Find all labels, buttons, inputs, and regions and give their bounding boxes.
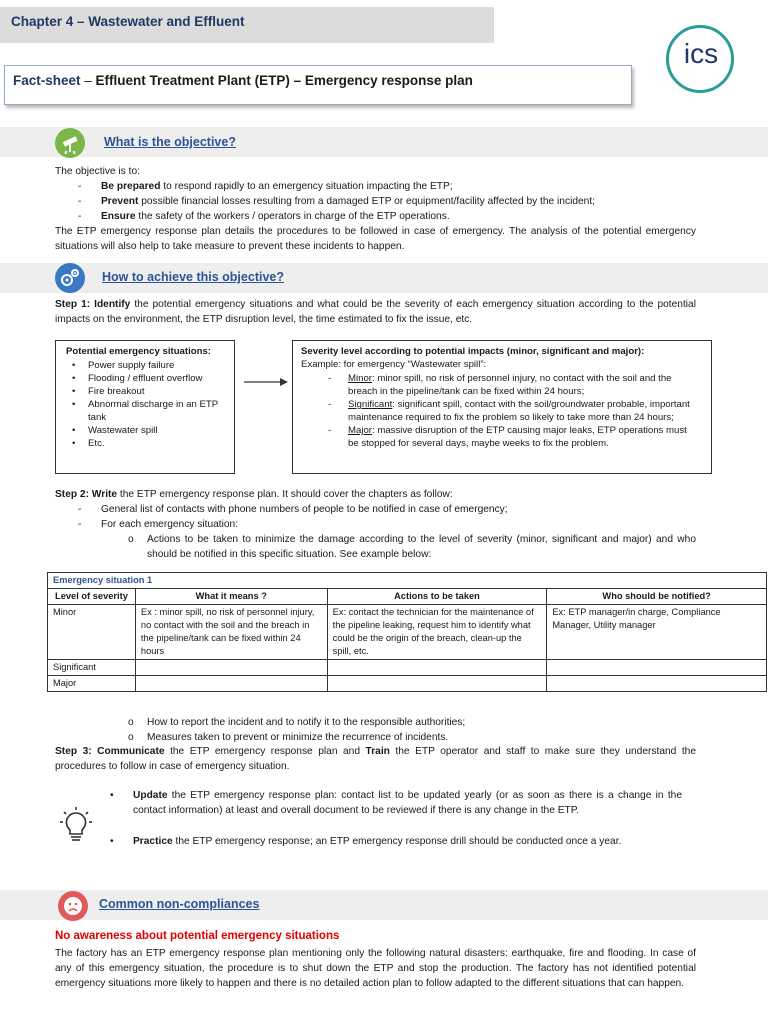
list-item: - Minor: minor spill, no risk of personnel injury, no contact with the soil and the breach in the pipeline/tank can be fixed within 24 hours; — [328, 373, 672, 397]
objective-bullet-3-text: Ensure the safety of the workers / operators in charge of the ETP operations. — [101, 211, 450, 222]
step2-dash-2: - — [78, 519, 82, 530]
header-cell: Level of severity — [48, 589, 136, 605]
objective-bullet-1: - — [78, 181, 82, 192]
header-cell: What it means ? — [135, 589, 327, 605]
table-cell — [135, 660, 327, 676]
table-row — [48, 660, 767, 676]
arrow-right-icon — [244, 375, 290, 389]
severity-example: Example: for emergency “Wastewater spill”: — [301, 359, 487, 370]
table-cell: Significant — [48, 660, 136, 676]
after-table-text-2: Measures taken to prevent or minimize the recurrence of incidents. — [147, 732, 449, 743]
fact-sheet-title — [13, 73, 473, 88]
severity-box — [292, 340, 712, 474]
objective-bullet-3: - — [78, 211, 82, 222]
step1: Step 1: Identify the potential emergency situations and what could be the severity of each emergency situation according to the potential impacts on the environment, the ETP disruption level, the time estimated to fix the issue, etc. — [55, 299, 696, 325]
situations-title: Potential emergency situations: — [66, 346, 212, 357]
fact-sheet-rest: Effluent Treatment Plant (ETP) – Emergency response plan — [95, 73, 473, 88]
objective-bullet-2: - — [78, 196, 82, 207]
table-cell — [547, 660, 767, 676]
objective-title: What is the objective? — [104, 135, 236, 149]
gears-icon — [55, 263, 85, 293]
table-row — [48, 605, 767, 660]
header-cell: Actions to be taken — [327, 589, 547, 605]
objective-bullet-2-text: Prevent possible financial losses resulting from a damaged ETP or equipment/facility affected by the incident; — [101, 196, 595, 207]
list-item: • Fire breakout — [72, 386, 145, 397]
tip-text-2: Practice the ETP emergency response; an ETP emergency response drill should be conducted once a year. — [133, 836, 622, 847]
table-cell: Ex: ETP manager/in charge, Compliance Manager, Utility manager — [547, 605, 767, 660]
table-header-row — [48, 589, 767, 605]
list-item: • Flooding / effluent overflow — [72, 373, 203, 384]
step3: Step 3: Communicate the ETP emergency response plan and Train the ETP operator and staff to make sure they understand the procedures to follow in case of emergency situation. — [55, 746, 696, 772]
step2-sub-text: Actions to be taken to minimize the damage according to the level of severity (minor, significant and major) and who should be notified in this specific situation. See example below: — [147, 534, 696, 560]
situations-list — [72, 359, 226, 450]
objective-paragraph: The ETP emergency response plan details the procedures to be followed in case of emergency. The analysis of the potential emergency situations will also help to take measure to prevent these incidents to happen. — [55, 226, 696, 252]
table-cell: Ex : minor spill, no risk of personnel injury, no contact with the soil and the breach in the pipeline/tank can be fixed within 24 hours — [135, 605, 327, 660]
step2-item-2: For each emergency situation: — [101, 519, 239, 530]
list-item: • Abnormal discharge in an ETP tank — [72, 399, 218, 423]
noncompliance-red-title: No awareness about potential emergency situations — [55, 930, 340, 942]
table-cell — [547, 676, 767, 692]
noncompliance-paragraph: The factory has an ETP emergency response plan mentioning only the following natural disasters: earthquake, fire and flooding. In case of any of this emergency situation, the procedure is to shut down the ETP and stop the production. The factory has not identified potential emergency situations more likely to happen and there is no detailed action plan to follow adapted to the different situations that can happen. — [55, 948, 696, 989]
step2-item-1: General list of contacts with phone numbers of people to be notified in case of emergency; — [101, 504, 508, 515]
emergency-table-title: Emergency situation 1 — [48, 573, 767, 589]
list-item: • Wastewater spill — [72, 425, 158, 436]
step2-sub-bullet: o — [128, 534, 134, 545]
tip-bullet-1: • — [110, 790, 114, 801]
tip-bullet-2: • — [110, 836, 114, 847]
lightbulb-icon — [56, 806, 96, 846]
emergency-situations-box — [55, 340, 235, 474]
sad-face-icon — [58, 891, 88, 921]
table-cell: Major — [48, 676, 136, 692]
after-table-bullet-1: o — [128, 717, 134, 728]
ics-logo-text: ics — [683, 38, 719, 69]
chapter-title: Chapter 4 – Wastewater and Effluent — [11, 14, 245, 29]
after-table-text-1: How to report the incident and to notify it to the responsible authorities; — [147, 717, 466, 728]
table-cell — [327, 660, 547, 676]
step2: Step 2: Write the ETP emergency response plan. It should cover the chapters as follow: — [55, 489, 453, 500]
achieve-title: How to achieve this objective? — [102, 270, 284, 284]
list-item: • Power supply failure — [72, 360, 175, 371]
after-table-bullet-2: o — [128, 732, 134, 743]
table-cell — [327, 676, 547, 692]
tip-text-1: Update the ETP emergency response plan: contact list to be updated yearly (or as soon as there is a change in the contact information) at least and overall document to be reviewed if there is any change in the ETP. — [133, 790, 682, 816]
list-item: - Major: massive disruption of the ETP causing major leaks, ETP operations must be stopped for several days, maybe weeks to fix the problem. — [328, 425, 687, 449]
objective-bullet-1-text: Be prepared to respond rapidly to an emergency situation impacting the ETP; — [101, 181, 453, 192]
fact-sheet-dash: – — [80, 73, 96, 88]
severity-levels — [328, 372, 700, 450]
header-cell: Who should be notified? — [547, 589, 767, 605]
severity-title: Severity level according to potential impacts (minor, significant and major): — [301, 346, 645, 357]
table-cell: Ex: contact the technician for the maintenance of the pipeline leaking, request him to identify what could be the origin of the breach, clean-up the spill, etc. — [327, 605, 547, 660]
list-item: • Etc. — [72, 438, 105, 449]
table-row — [48, 676, 767, 692]
noncompliance-title: Common non-compliances — [99, 897, 260, 911]
step2-dash-1: - — [78, 504, 82, 515]
table-cell: Minor — [48, 605, 136, 660]
objective-intro: The objective is to: — [55, 166, 140, 177]
table-cell — [135, 676, 327, 692]
telescope-icon — [55, 128, 85, 158]
emergency-table — [47, 572, 767, 692]
list-item: - Significant: significant spill, contact with the soil/groundwater probable, important maintenance required to fix the problem so likely to take more than 24 hours; — [328, 399, 690, 423]
fact-sheet-lead: Fact-sheet — [13, 73, 81, 88]
